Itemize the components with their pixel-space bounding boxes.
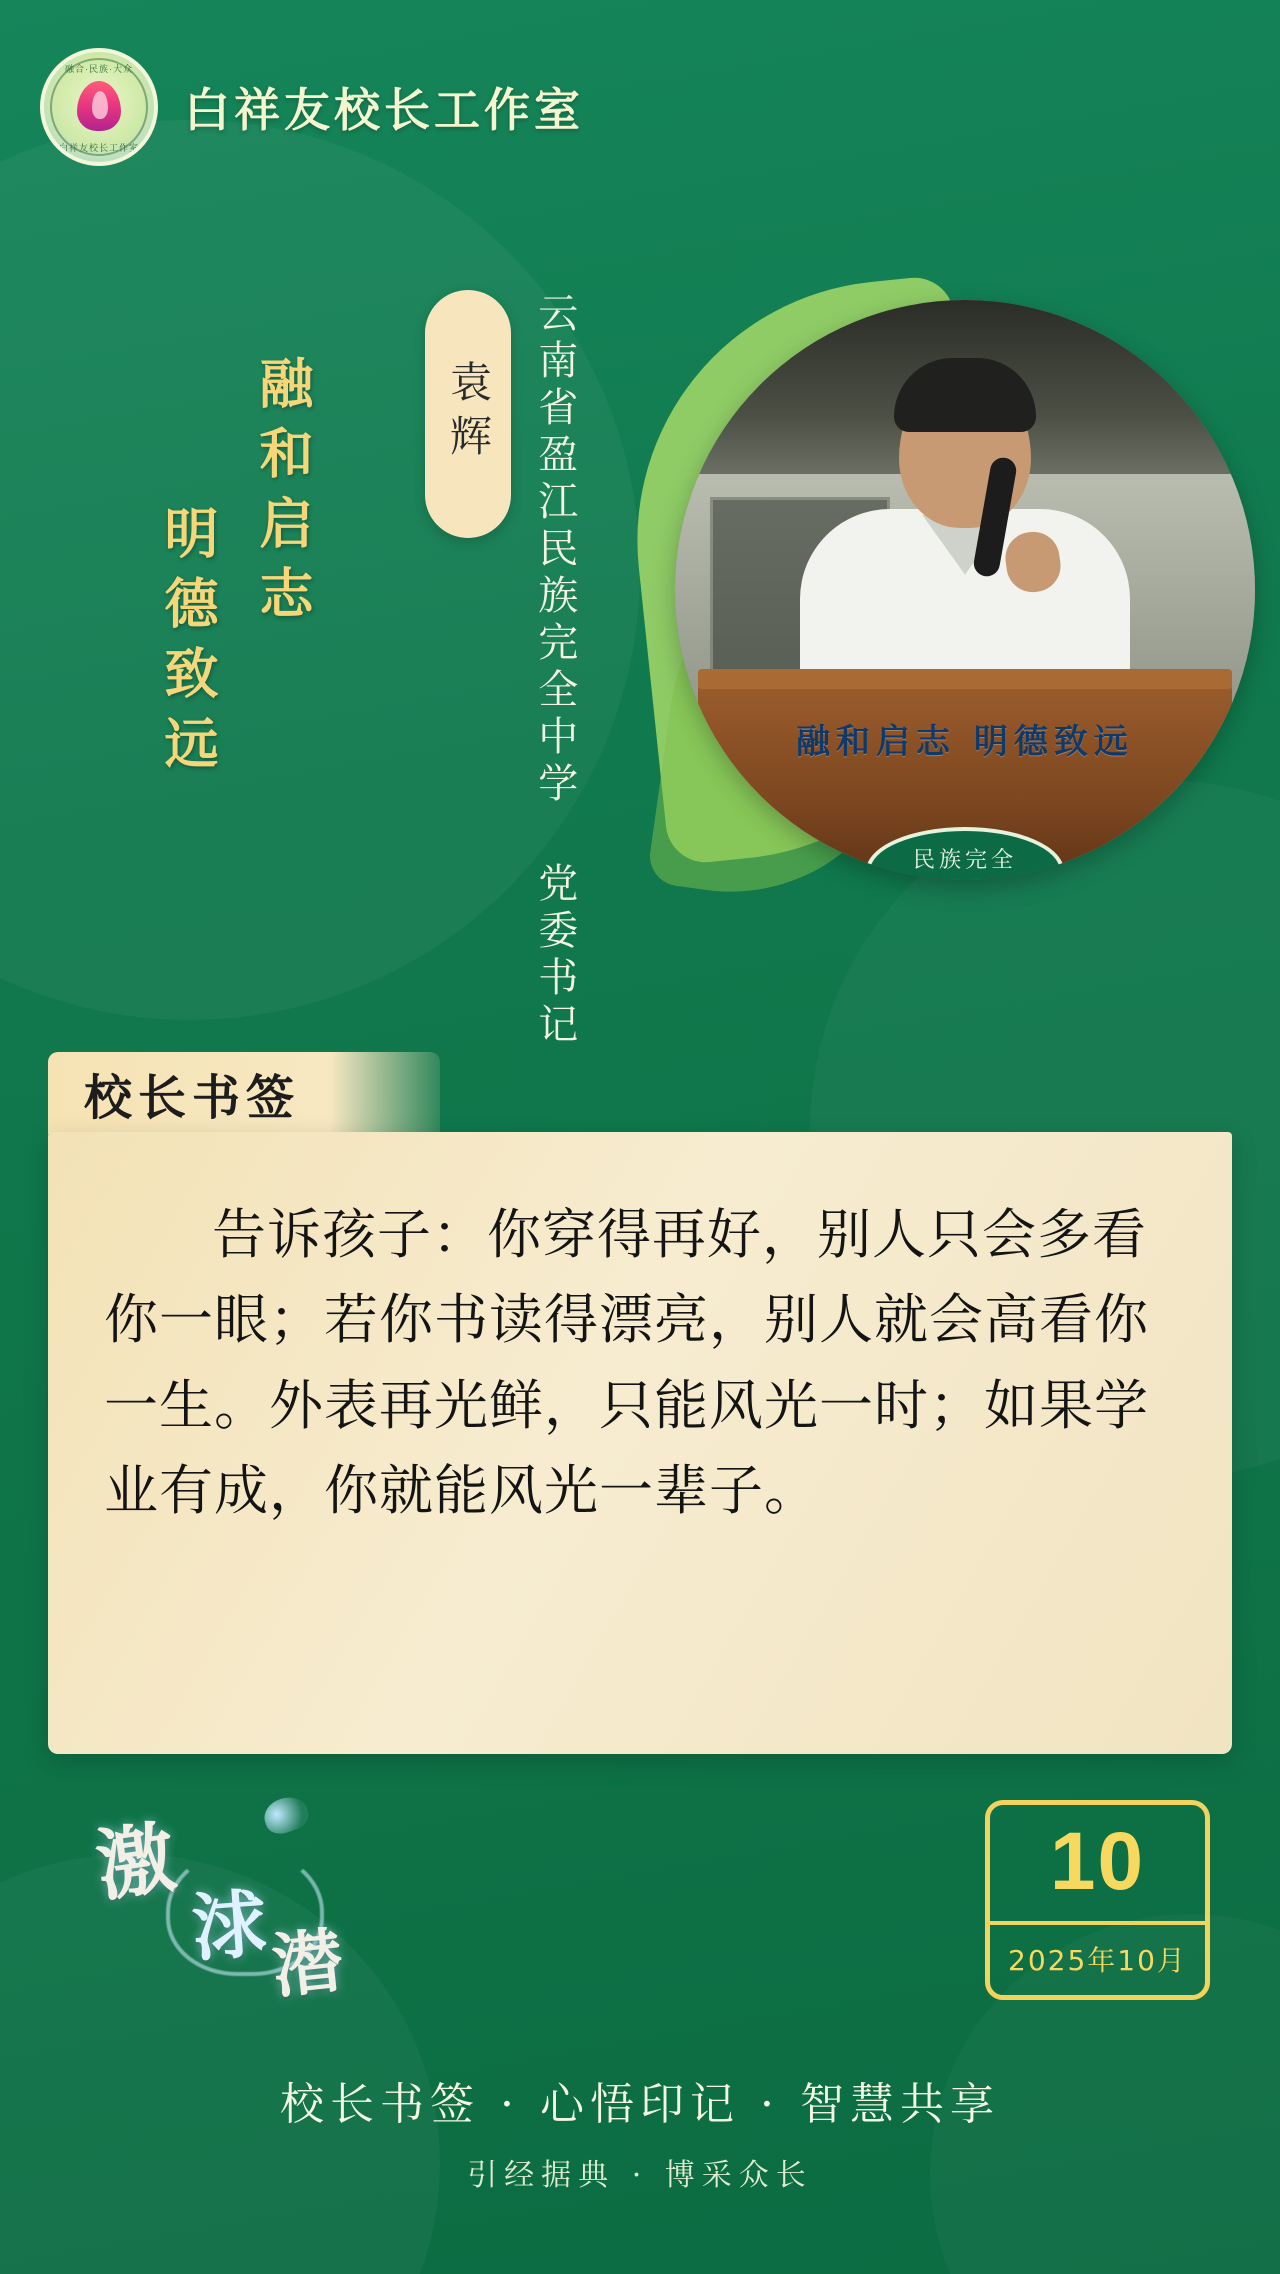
bookmark-tab [48,1052,440,1134]
studio-logo-icon [40,48,158,166]
water-logo-char-3: 潜 [268,1918,347,2009]
motto-line-1: 融和启志 [251,355,315,635]
motto-block [150,355,322,785]
photo-podium-top [698,669,1232,689]
speaker-name-tag [425,290,511,538]
water-logo-char-2: 浗 [189,1881,270,1973]
bookmark-tab-label: 校长书签 [84,1069,301,1126]
date-badge-label: 2025年10月 [1008,1944,1187,1977]
speaker-title: 云南省盈江民族完全中学 党委书记 [531,292,578,1050]
speaker-photo-block [640,290,1255,905]
motto-line-2: 明德致远 [156,505,220,785]
photo-school-seal-text: 民族完全 [912,846,1017,872]
footer-sub-text: 引经据典 · 博采众长 [467,2158,813,2193]
logo-arc-top: 融合·民族·大众 [65,64,133,74]
logo-arc-bottom: 白祥友校长工作室 [58,143,139,153]
bookmark-card [48,1132,1232,1754]
date-badge [985,1800,1210,2000]
water-logo-char-1: 激 [90,1811,181,1913]
date-badge-number: 10 [1049,1816,1146,1907]
speaker-photo [675,300,1255,880]
footer-main-text: 校长书签 · 心悟印记 · 智慧共享 [280,2079,1000,2130]
water-calligraphy-logo [90,1790,366,2010]
speaker-name: 袁辉 [444,360,493,468]
page-title: 白祥友校长工作室 [184,84,584,136]
podium-slogan: 融和启志 明德致远 [796,722,1134,763]
butterfly-icon [260,1792,312,1838]
bookmark-body-text: 告诉孩子：你穿得再好，别人只会多看你一眼；若你书读得漂亮，别人就会高看你一生。外表再光鲜，只能风光一时；如果学业有成，你就能风光一辈子。 [104,1203,1149,1522]
date-badge-divider [990,1921,1205,1925]
poster-header [40,48,584,166]
